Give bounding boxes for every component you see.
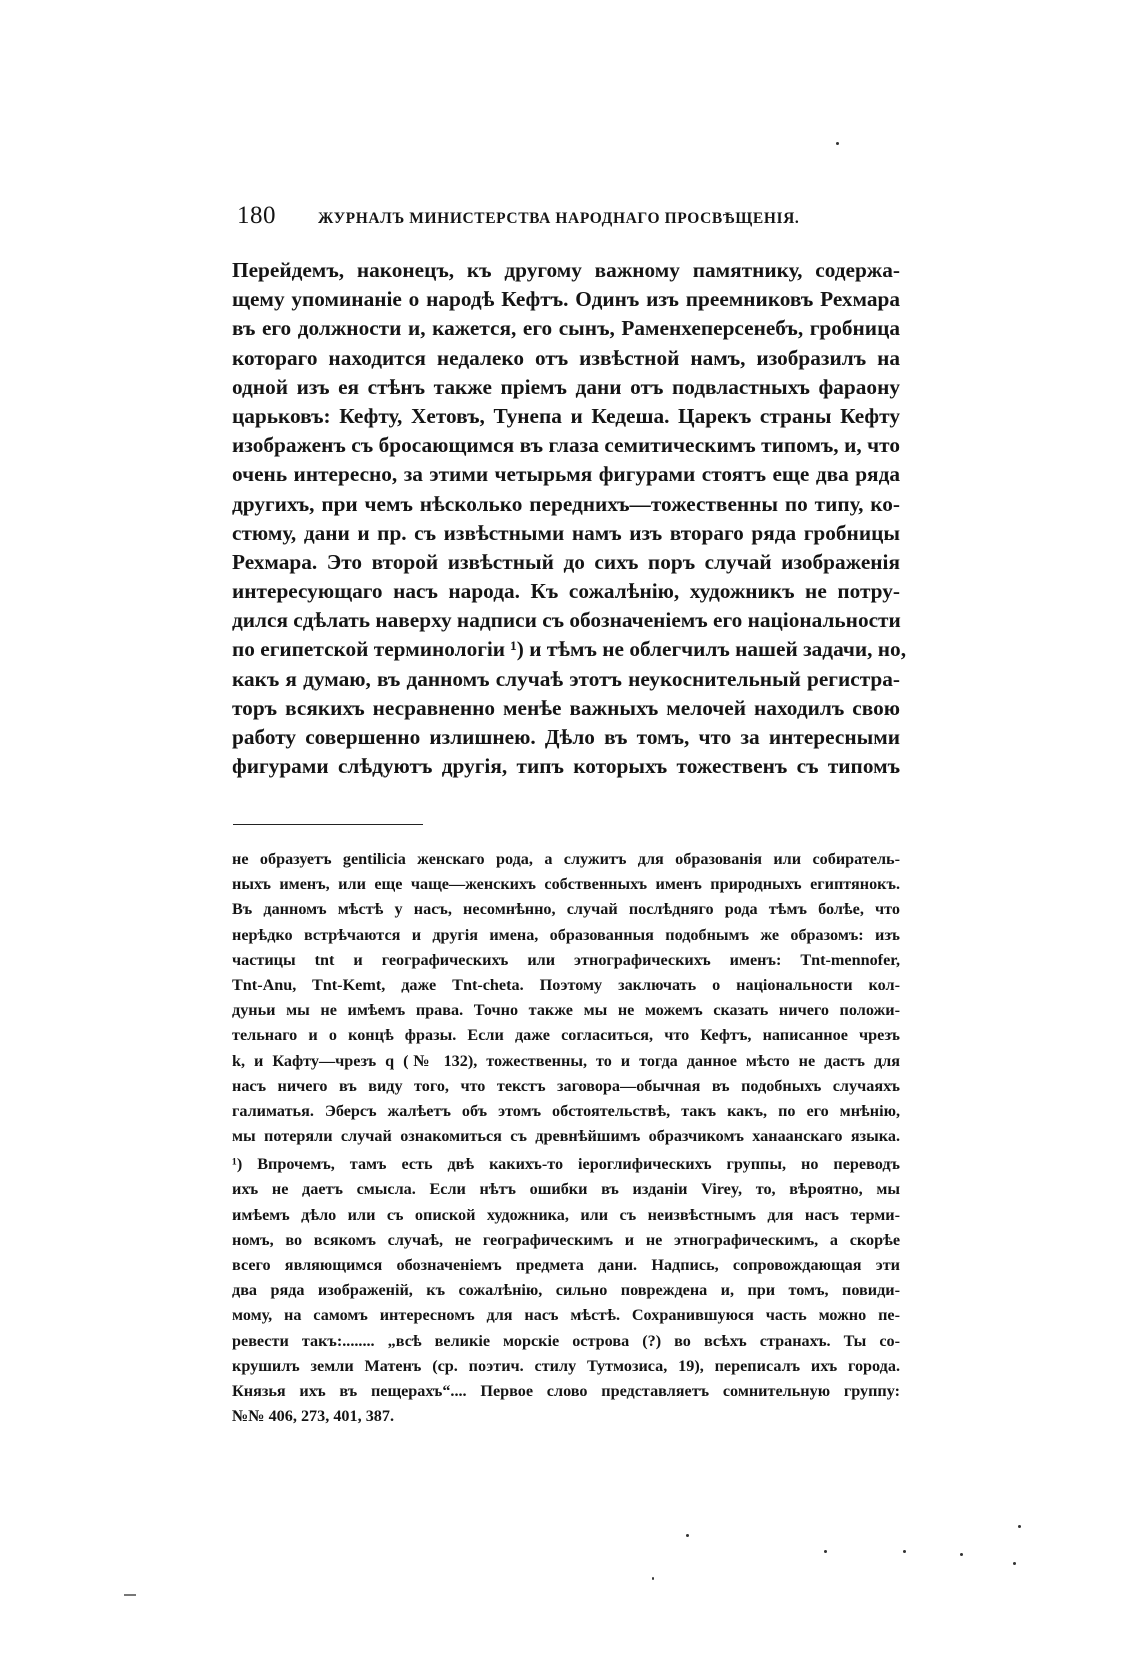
footnote-continued-line: k, и Кафту—чрезъ q (№ 132), тожественны, то и тогда данное мѣсто не дастъ для: [232, 1051, 900, 1070]
scan-speck: [824, 1550, 827, 1553]
footnote-continued-line: Tnt-Anu, Tnt-Kemt, даже Tnt-cheta. Поэтому заключать о національности кол-: [232, 975, 900, 994]
body-line: фигурами слѣдуютъ другія, типъ которыхъ тожественъ съ типомъ: [232, 754, 900, 779]
footnote-1-line: номъ, во всякомъ случаѣ, не географическимъ и не этнографическимъ, а скорѣе: [232, 1230, 900, 1249]
footnote-1-line: ¹) Впрочемъ, тамъ есть двѣ какихъ-то іероглифическихъ группы, но переводъ: [232, 1155, 900, 1174]
body-line: другихъ, при чемъ нѣсколько переднихъ—тожественны по типу, ко-: [232, 491, 900, 516]
journal-title: ЖУРНАЛЪ МИНИСТЕРСТВА НАРОДНАГО ПРОСВѢЩЕНІЯ.: [318, 210, 800, 227]
footnote-continued-line: дуньи мы не имѣемъ права. Точно также мы не можемъ сказать ничего положи-: [232, 1001, 900, 1020]
body-line: щему упоминаніе о народѣ Кефтъ. Одинъ изъ преемниковъ Рехмара: [232, 287, 900, 312]
footnote-continued-line: ныхъ именъ, или еще чаще—женскихъ собственныхъ именъ природныхъ египтянокъ.: [232, 875, 900, 894]
page-number: 180: [237, 202, 276, 229]
body-line: дился сдѣлать наверху надписи съ обозначеніемъ его національности: [232, 608, 901, 633]
footnotes: [232, 847, 900, 1429]
footnote-continued-line: мы потеряли случай ознакомиться съ древнѣйшимъ образчикомъ ханаанскаго языка.: [232, 1127, 900, 1146]
body-line: котораго находится недалеко отъ извѣстной намъ, изобразилъ на: [232, 345, 900, 370]
main-paragraph: [232, 256, 907, 781]
scan-speck: [686, 1534, 689, 1537]
body-line: торъ всякихъ несравненно менѣе важныхъ мелочей находилъ свою: [232, 695, 900, 720]
body-line: какъ я думаю, въ данномъ случаѣ этотъ неукоснительный регистра-: [232, 666, 900, 691]
footnote-1-line: ревести такъ:........ „всѣ великіе морскіе острова (?) во всѣхъ странахъ. Ты со-: [232, 1331, 900, 1350]
scan-speck: [652, 1577, 654, 1580]
footnote-1-line: крушилъ земли Матенъ (ср. поэтич. стилу Тутмозиса, 19), переписалъ ихъ города.: [232, 1356, 900, 1375]
body-line: очень интересно, за этими четырьмя фигурами стоятъ еще два ряда: [232, 462, 900, 487]
scan-speck: [1018, 1525, 1021, 1528]
footnote-1-line: №№ 406, 273, 401, 387.: [232, 1407, 395, 1426]
scan-speck: [836, 142, 839, 145]
body-line: въ его должности и, кажется, его сынъ, Раменхеперсенебъ, гробница: [232, 316, 900, 341]
footnote-continued-line: насъ ничего въ виду того, что текстъ заговора—обычная въ подобныхъ случаяхъ: [232, 1076, 900, 1095]
footnote-continued-line: тельнаго и о концѣ фразы. Если даже согласиться, что Кефтъ, написанное чрезъ: [232, 1026, 900, 1045]
scan-speck: [1013, 1562, 1016, 1565]
scan-speck: [903, 1550, 906, 1553]
body-line: изображенъ съ бросающимся въ глаза семитическимъ типомъ, и, что: [232, 433, 900, 458]
footnote-1-line: ихъ не даетъ смысла. Если нѣтъ ошибки въ изданіи Virey, то, вѣроятно, мы: [232, 1180, 900, 1199]
footnote-continued-line: не образуетъ gentilicia женскаго рода, а служитъ для образованія или собиратель-: [232, 850, 900, 868]
scan-speck: [960, 1553, 963, 1556]
footnote-1-line: Князья ихъ въ пещерахъ“.... Первое слово представляетъ сомнительную группу:: [232, 1381, 900, 1400]
body-line: Рехмара. Это второй извѣстный до сихъ поръ случай изображенія: [232, 549, 900, 574]
body-line: по египетской терминологіи ¹) и тѣмъ не облегчилъ нашей задачи, но,: [232, 637, 907, 662]
body-line: интересующаго насъ народа. Къ сожалѣнію, художникъ не потру-: [232, 579, 900, 604]
footnote-1-line: имѣемъ дѣло или съ опиской художника, или съ неизвѣстнымъ для насъ терми-: [232, 1205, 900, 1224]
footnote-1-line: всего являющимся обозначеніемъ предмета дани. Надпись, сопровождающая эти: [232, 1256, 900, 1274]
footnote-continued-line: частицы tnt и географическихъ или этнографическихъ именъ: Tnt-mennofer,: [232, 950, 900, 969]
body-line: Перейдемъ, наконецъ, къ другому важному памятнику, содержа-: [232, 258, 900, 282]
footnote-continued-line: Въ данномъ мѣстѣ у насъ, несомнѣнно, случай послѣдняго рода тѣмъ болѣе, что: [232, 900, 900, 919]
body-line: царьковъ: Кефту, Хетовъ, Тунепа и Кедеша. Царекъ страны Кефту: [232, 403, 900, 428]
footnote-1-line: мому, на самомъ интересномъ для насъ мѣстѣ. Сохранившуюся часть можно пе-: [232, 1306, 900, 1325]
body-line: стюму, дани и пр. съ извѣстными намъ изъ втораго ряда гробницы: [232, 520, 900, 545]
footnote-separator: [233, 824, 423, 825]
body-line: работу совершенно излишнею. Дѣло въ томъ, что за интересными: [232, 725, 900, 749]
scan-speck: [124, 1594, 136, 1596]
body-line: одной изъ ея стѣнъ также пріемъ дани отъ подвластныхъ фараону: [232, 374, 900, 399]
footnote-1-line: два ряда изображеній, къ сожалѣнію, сильно повреждена и, при томъ, повиди-: [232, 1281, 900, 1300]
footnote-continued-line: нерѣдко встрѣчаются и другія имена, образованныя подобнымъ же образомъ: изъ: [232, 925, 900, 944]
footnote-continued-line: галиматья. Эберсъ жалѣетъ объ этомъ обстоятельствѣ, такъ какъ, по его мнѣнію,: [232, 1101, 900, 1120]
running-head: [237, 202, 897, 236]
